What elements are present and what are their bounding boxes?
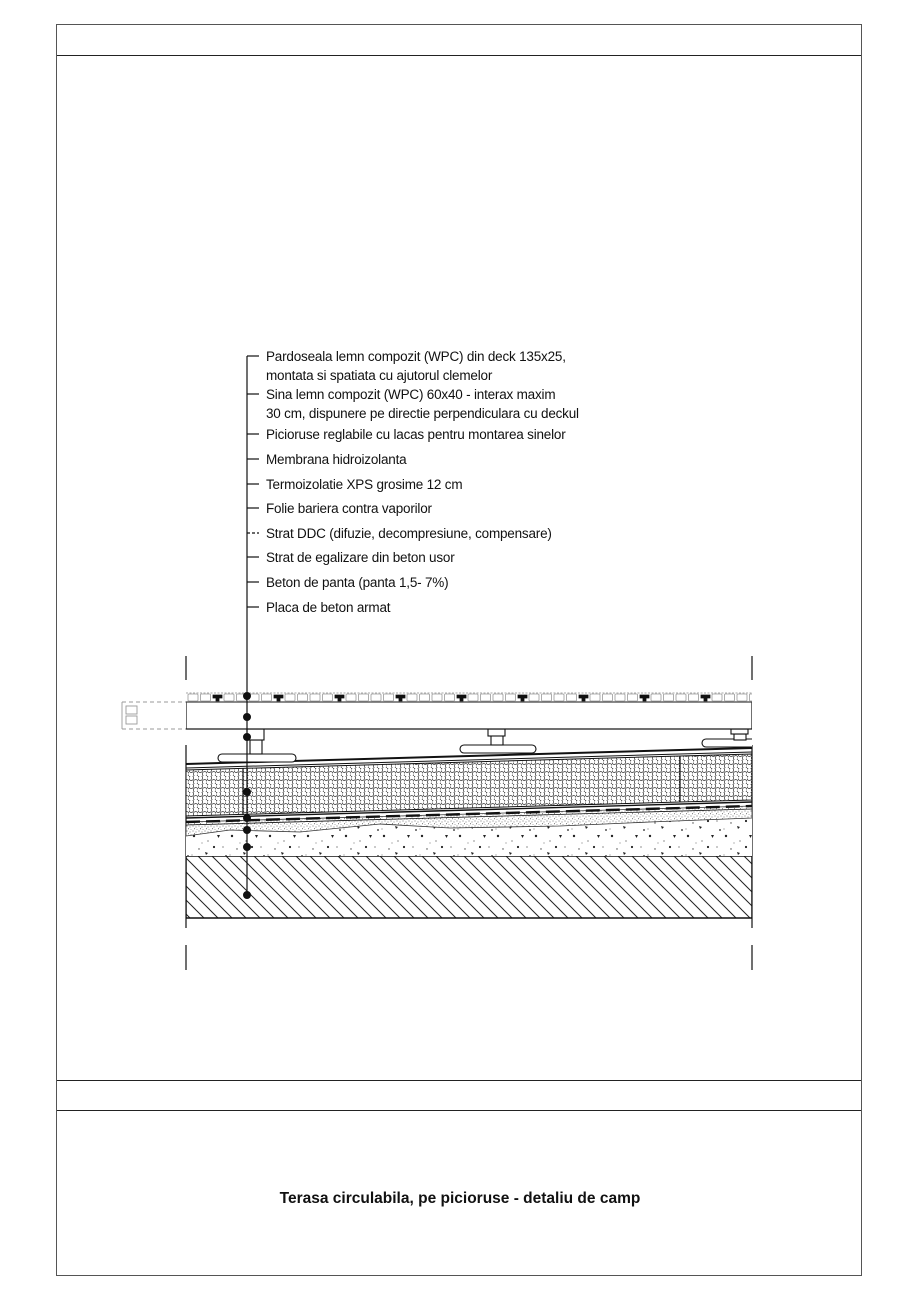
leader-line (244, 356, 259, 898)
legend-item-ddc: Strat DDC (difuzie, decompresiune, compensare) (266, 526, 552, 541)
legend-item-pedestals: Picioruse reglabile cu lacas pentru montarea sinelor (266, 427, 566, 442)
legend-item-xps: Termoizolatie XPS grosime 12 cm (266, 477, 463, 492)
concrete-slab-layer (186, 856, 752, 918)
xps-insulation-layer (186, 754, 752, 816)
wpc-rail (186, 702, 752, 729)
legend-item-screed: Strat de egalizare din beton usor (266, 550, 455, 565)
pedestal (460, 729, 536, 753)
legend-item-slab: Placa de beton armat (266, 600, 391, 615)
adjacent-rail-hidden (122, 702, 186, 729)
legend-item-slope-concrete: Beton de panta (panta 1,5- 7%) (266, 575, 449, 590)
legend-item-vapor-barrier: Folie bariera contra vaporilor (266, 501, 432, 516)
legend-item-deck: Pardoseala lemn compozit (WPC) din deck 135x25, montata si spatiata cu ajutorul clemelor (266, 349, 566, 383)
pedestal (702, 729, 772, 747)
drawing-title: Terasa circulabila, pe picioruse - detaliu de camp (279, 1190, 641, 1207)
pedestal (218, 729, 296, 762)
legend-item-rail: Sina lemn compozit (WPC) 60x40 - interax maxim 30 cm, dispunere pe directie perpendiculara cu deckul (266, 387, 579, 421)
legend-item-membrane: Membrana hidroizolanta (266, 452, 407, 467)
